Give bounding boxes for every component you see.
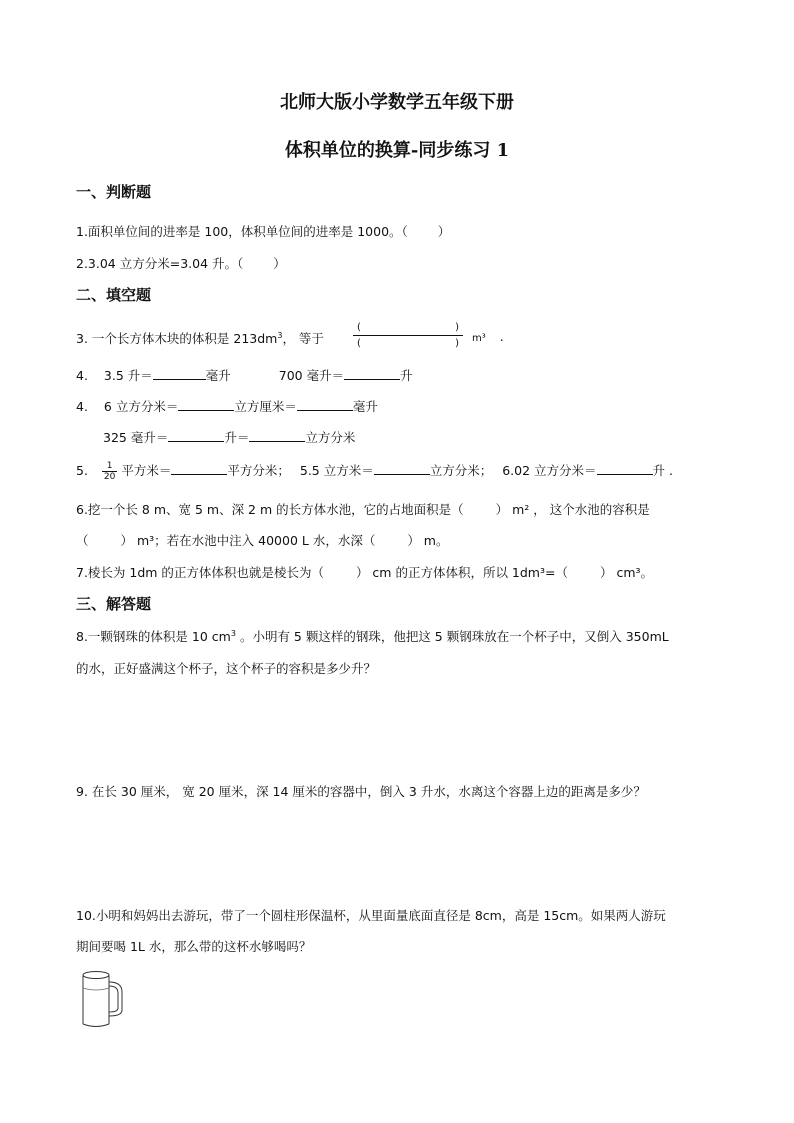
question-8-line-2: 的水，正好盛满这个杯子，这个杯子的容积是多少升？ — [76, 661, 377, 676]
fraction-line — [353, 335, 463, 336]
question-1 — [76, 222, 450, 240]
label: 立方厘米＝ — [234, 399, 297, 414]
question-8-text: 。小明有 5 颗这样的钢珠，他把这 5 颗钢珠放在一个杯子中，又倒入 350mL — [239, 629, 669, 644]
question-6-line-2 — [76, 531, 448, 549]
question-6-text: 6.挖一个长 8 m、宽 5 m、深 2 m 的长方体水池，它的占地面积是（ — [76, 502, 464, 517]
fraction-paren: ) — [455, 322, 459, 333]
label: 立方分米 — [305, 430, 356, 445]
thermos-cup-icon — [78, 968, 128, 1032]
answer-blank[interactable] — [374, 461, 430, 475]
label: 6 立方分米＝ — [103, 399, 179, 414]
unit-label: m³ — [472, 333, 486, 344]
fraction — [102, 461, 117, 482]
label: 700 毫升＝ — [278, 368, 345, 383]
question-3-unit — [472, 329, 504, 344]
question-1-text: 1.面积单位间的进率是 100，体积单位间的进率是 1000。（ — [76, 224, 408, 239]
question-2-text: 2.3.04 立方分米=3.04 升。（ — [76, 256, 244, 271]
answer-blank[interactable] — [178, 397, 234, 411]
question-2 — [76, 254, 286, 272]
period: . — [499, 329, 504, 344]
label: 325 毫升＝ — [103, 430, 169, 445]
label: 平方分米； — [227, 463, 290, 478]
label: 升 — [400, 368, 413, 383]
question-7-text: ） cm 的正方体体积，所以 1dm³=（ — [355, 565, 568, 580]
question-7-text: ） cm³。 — [599, 565, 654, 580]
question-number: 5. — [76, 463, 88, 478]
question-4a — [76, 366, 413, 384]
answer-blank[interactable] — [344, 366, 400, 380]
question-7 — [76, 563, 653, 581]
superscript: 3 — [277, 330, 283, 340]
question-6-text: ） m³；若在水池中注入 40000 L 水，水深（ — [120, 533, 376, 548]
question-6-text: ） m。 — [407, 533, 449, 548]
page-subtitle: 体积单位的换算-同步练习 1 — [284, 140, 510, 161]
question-5 — [76, 461, 673, 482]
label: 升＝ — [224, 430, 250, 445]
question-number: 4. — [76, 368, 88, 383]
answer-blank[interactable] — [171, 461, 227, 475]
question-10-line-2: 期间要喝 1L 水，那么带的这杯水够喝吗？ — [76, 939, 312, 954]
label: 6.02 立方分米＝ — [502, 463, 597, 478]
question-6-text: （ — [76, 533, 89, 548]
fraction-numerator: 1 — [102, 461, 117, 472]
label: 毫升 — [352, 399, 378, 414]
answer-paren-close: ） — [273, 256, 286, 271]
question-8-text: 8.一颗钢珠的体积是 10 cm — [76, 629, 231, 644]
answer-blank[interactable] — [153, 366, 206, 380]
fraction-paren: ( — [357, 338, 361, 349]
question-9: 9. 在长 30 厘米， 宽 20 厘米，深 14 厘米的容器中，倒入 3 升水，水离这个容器上边的距离是多少？ — [76, 784, 646, 799]
answer-blank[interactable] — [168, 428, 224, 442]
answer-blank[interactable] — [249, 428, 305, 442]
question-6-text: ） m² ， 这个水池的容积是 — [495, 502, 650, 517]
fraction-denominator: 20 — [103, 472, 116, 482]
superscript: 3 — [230, 628, 236, 638]
fraction-paren: ) — [455, 338, 459, 349]
label: 毫升 — [205, 368, 231, 383]
answer-blank[interactable] — [597, 461, 653, 475]
fraction-paren: ( — [357, 322, 361, 333]
label: 升 . — [652, 463, 673, 478]
question-4b — [76, 397, 378, 415]
question-3 — [76, 329, 324, 347]
section-answer: 三、解答题 — [76, 595, 152, 613]
question-number: 4. — [76, 399, 88, 414]
answer-blank[interactable] — [297, 397, 353, 411]
label: 立方分米； — [429, 463, 493, 478]
question-8-line-1 — [76, 627, 669, 645]
question-7-text: 7.棱长为 1dm 的正方体体积也就是棱长为（ — [76, 565, 324, 580]
question-3-text: 3. 一个长方体木块的体积是 213dm — [76, 331, 278, 346]
question-10-line-1: 10.小明和妈妈出去游玩，带了一个圆柱形保温杯，从里面量底面直径是 8cm，高是 15cm。如果两人游玩 — [76, 908, 666, 923]
question-6-line-1 — [76, 500, 650, 518]
question-4c — [103, 428, 355, 446]
answer-paren-close: ） — [437, 224, 451, 239]
page-title: 北师大版小学数学五年级下册 — [280, 92, 514, 113]
label: 3.5 升＝ — [103, 368, 153, 383]
label: 5.5 立方米＝ — [299, 463, 374, 478]
section-judgment: 一、判断题 — [76, 183, 152, 201]
label: 平方米＝ — [121, 463, 172, 478]
section-fill: 二、填空题 — [76, 286, 152, 304]
question-3-text-b: ， 等于 — [282, 331, 324, 346]
